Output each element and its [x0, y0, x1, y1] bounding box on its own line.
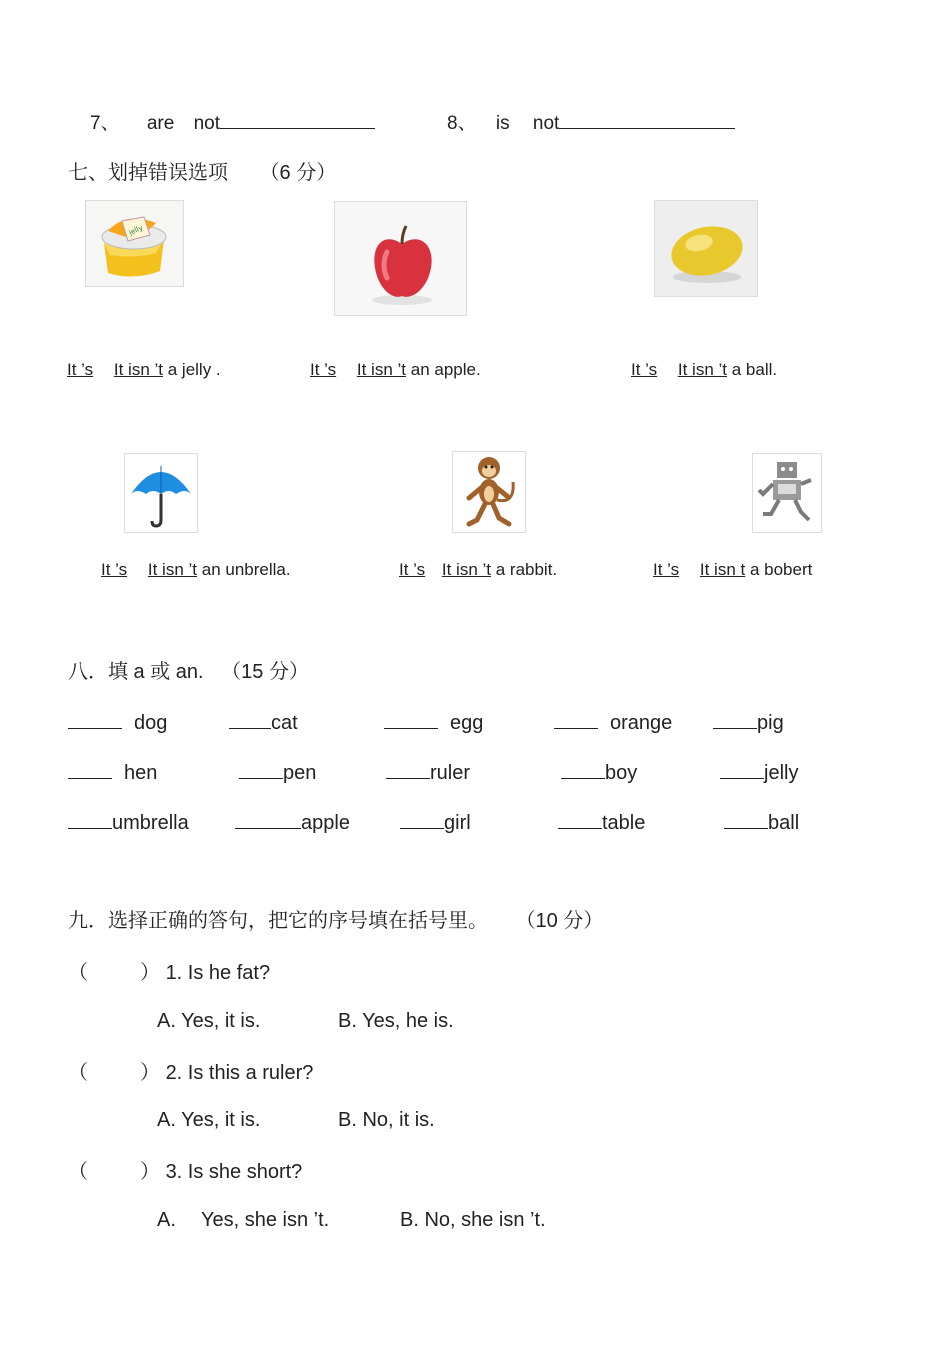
- article-blank[interactable]: [68, 760, 112, 779]
- article-blank[interactable]: [724, 810, 768, 829]
- item1-sentence: [67, 360, 221, 380]
- article-blank[interactable]: [384, 710, 438, 729]
- question-3: [68, 1155, 302, 1184]
- fill-word: dog: [134, 712, 168, 734]
- fill-item-dog: [68, 710, 167, 735]
- item1-rest: a jelly .: [167, 360, 221, 379]
- yellow-ball-icon: [654, 200, 758, 297]
- item2-option-isnt[interactable]: It isn ’t: [356, 360, 406, 379]
- article-blank[interactable]: [558, 810, 602, 829]
- q2-option-a: A. Yes, it is.: [157, 1109, 261, 1131]
- section9-heading: [68, 904, 603, 933]
- item2-option-its[interactable]: It ’s: [310, 360, 337, 379]
- q7-row: [90, 108, 375, 135]
- item3-rest: a ball.: [731, 360, 778, 379]
- item5-sentence: [399, 560, 557, 580]
- item4-rest: an unbrella.: [201, 560, 291, 579]
- q7-number: 7、: [90, 113, 120, 134]
- item4-option-its[interactable]: It ’s: [101, 560, 128, 579]
- question-text: 2. Is this a ruler?: [165, 1062, 314, 1084]
- fill-word: ball: [768, 812, 800, 834]
- fill-word: hen: [124, 762, 158, 784]
- item4-option-isnt[interactable]: It isn ’t: [147, 560, 197, 579]
- fill-item-pig: [713, 710, 784, 735]
- fill-word: pen: [283, 762, 317, 784]
- section8-score: （15 分）: [221, 661, 309, 683]
- article-blank[interactable]: [235, 810, 301, 829]
- fill-word: pig: [757, 712, 784, 734]
- fill-item-cat: [229, 710, 298, 735]
- fill-word: boy: [605, 762, 638, 784]
- article-blank[interactable]: [713, 710, 757, 729]
- q7-word-2: not: [193, 113, 221, 134]
- fill-word: cat: [271, 712, 298, 734]
- item6-option-isnt[interactable]: It isn t: [699, 560, 746, 579]
- answer-paren-close: ）: [140, 1161, 160, 1183]
- section7-title: 七、划掉错误选项: [68, 162, 228, 184]
- item6-sentence: [653, 560, 812, 580]
- question-text: 3. Is she short?: [165, 1161, 303, 1183]
- q1-option-a: A. Yes, it is.: [157, 1010, 261, 1032]
- article-blank[interactable]: [720, 760, 764, 779]
- article-blank[interactable]: [400, 810, 444, 829]
- fill-item-ruler: [386, 760, 470, 785]
- item3-option-its[interactable]: It ’s: [631, 360, 658, 379]
- item5-rest: a rabbit.: [495, 560, 558, 579]
- section9-score: （10 分）: [515, 910, 604, 932]
- q8-row: [447, 108, 735, 135]
- article-blank[interactable]: [68, 810, 112, 829]
- item1-option-isnt[interactable]: It isn ’t: [113, 360, 163, 379]
- item6-option-its[interactable]: It ’s: [653, 560, 680, 579]
- fill-word: egg: [450, 712, 484, 734]
- jelly-cup-icon: [85, 200, 184, 287]
- robot-icon: [752, 453, 822, 533]
- fill-item-girl: [400, 810, 471, 835]
- fill-word: girl: [444, 812, 471, 834]
- item6-rest: a bobert: [749, 560, 813, 579]
- item2-sentence: [310, 360, 481, 380]
- article-blank[interactable]: [554, 710, 598, 729]
- article-blank[interactable]: [239, 760, 283, 779]
- q8-word-1: is: [495, 113, 510, 134]
- answer-paren-open: （: [68, 1161, 88, 1183]
- fill-word: ruler: [430, 762, 471, 784]
- answer-paren-close: ）: [140, 1062, 160, 1084]
- article-blank[interactable]: [386, 760, 430, 779]
- fill-item-boy: [561, 760, 637, 785]
- item3-option-isnt[interactable]: It isn ’t: [677, 360, 727, 379]
- monkey-icon: [452, 451, 526, 533]
- q8-word-2: not: [532, 113, 560, 134]
- fill-item-hen: [68, 760, 157, 785]
- fill-word: jelly: [764, 762, 799, 784]
- q3-option-a: Yes, she isn ’t.: [201, 1209, 330, 1231]
- section9-title: 九．选择正确的答句，把它的序号填在括号里。: [68, 910, 488, 932]
- question-2: [68, 1056, 313, 1085]
- section7-heading: [68, 156, 336, 185]
- fill-item-jelly: [720, 760, 798, 785]
- answer-paren-open: （: [68, 962, 88, 984]
- article-blank[interactable]: [68, 710, 122, 729]
- item5-option-isnt[interactable]: It isn ’t: [441, 560, 491, 579]
- answer-paren-open: （: [68, 1062, 88, 1084]
- fill-item-egg: [384, 710, 483, 735]
- q1-option-b: B. Yes, he is.: [338, 1010, 454, 1032]
- section8-title: 八．填 a 或 an.: [68, 661, 204, 683]
- article-blank[interactable]: [229, 710, 271, 729]
- q3-option-b: B. No, she isn ’t.: [400, 1209, 546, 1231]
- item3-sentence: [631, 360, 777, 380]
- q8-number: 8、: [447, 113, 477, 134]
- q7-word-1: are: [146, 113, 175, 134]
- fill-item-orange: [554, 710, 672, 735]
- q3-option-a-label: A.: [157, 1209, 176, 1231]
- fill-word: umbrella: [112, 812, 189, 834]
- fill-word: apple: [301, 812, 350, 834]
- question-text: 1. Is he fat?: [165, 962, 271, 984]
- item2-rest: an apple.: [410, 360, 481, 379]
- fill-item-table: [558, 810, 645, 835]
- apple-icon: [334, 201, 467, 316]
- section7-score: （6 分）: [259, 162, 337, 184]
- fill-item-ball: [724, 810, 799, 835]
- q7-answer-blank[interactable]: [220, 110, 375, 129]
- item4-sentence: [101, 560, 291, 580]
- q8-answer-blank[interactable]: [559, 110, 735, 129]
- question-1: [68, 956, 270, 985]
- item5-option-its[interactable]: It ’s: [399, 560, 426, 579]
- fill-word: orange: [610, 712, 673, 734]
- item1-option-its[interactable]: It ’s: [67, 360, 94, 379]
- answer-paren-close: ）: [140, 962, 160, 984]
- fill-item-apple: [235, 810, 350, 835]
- svg-text:jelly: jelly: [127, 223, 145, 237]
- fill-item-pen: [239, 760, 316, 785]
- article-blank[interactable]: [561, 760, 605, 779]
- fill-word: table: [602, 812, 646, 834]
- fill-item-umbrella: [68, 810, 189, 835]
- umbrella-icon: [124, 453, 198, 533]
- q2-option-b: B. No, it is.: [338, 1109, 435, 1131]
- section8-heading: [68, 655, 309, 684]
